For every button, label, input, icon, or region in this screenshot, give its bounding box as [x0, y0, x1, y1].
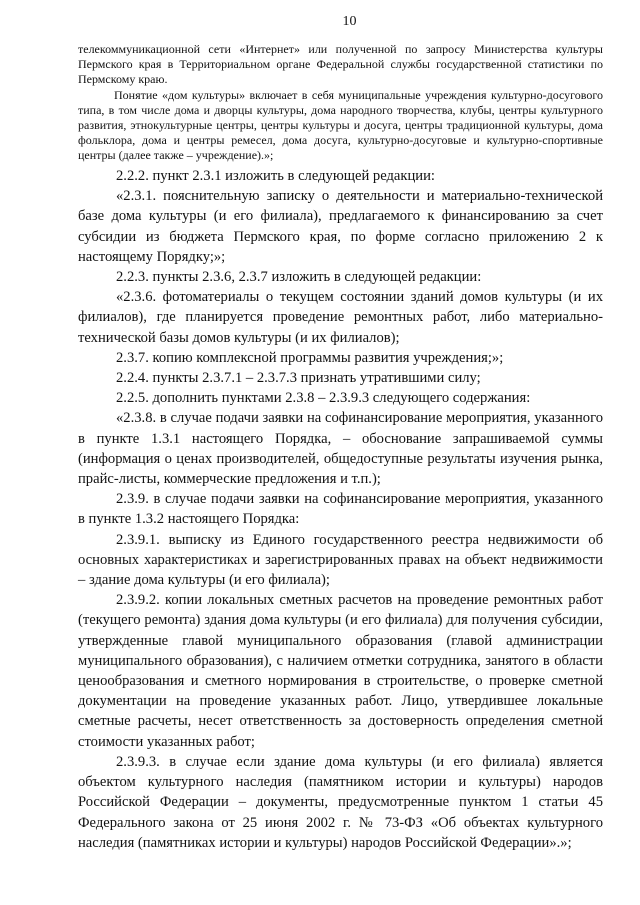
main-text-block [78, 166, 603, 853]
paragraph: 2.3.9.1. выписку из Единого государственного реестра недвижимости об основных характеристиках и зарегистрированных правах на объект недвижимости – здание дома культуры (и его филиала); [78, 531, 603, 589]
paragraph-continuation: телекоммуникационной сети «Интернет» или полученной по запросу Министерства культуры Пермского края в Территориальном органе Федеральной службы государственной статистики по Пермскому краю. [78, 42, 603, 86]
paragraph: «2.3.6. фотоматериалы о текущем состоянии зданий домов культуры (и их филиалов), где планируется проведение ремонтных работ, либо материально-технической базы домов культуры (и их филиалов); [78, 289, 603, 346]
paragraph: 2.3.9.3. в случае если здание дома культуры (и его филиала) является объектом культурного наследия (памятником истории и культуры) народов Российской Федерации – документы, предусмотренные пунктом 1 статьи 45 Федерального закона от 25 июня 2002 г. № 73-ФЗ «Об объектах культурного наследия (памятниках истории и культуры) народов Российской Федерации».»; [78, 753, 603, 851]
paragraph: 2.3.9. в случае подачи заявки на софинансирование мероприятия, указанного в пункте 1.3.2 настоящего Порядка: [78, 491, 603, 528]
paragraph: 2.3.7. копию комплексной программы развития учреждения;»; [116, 349, 504, 366]
paragraph: «2.3.8. в случае подачи заявки на софинансирование мероприятия, указанного в пункте 1.3.1 настоящего Порядка, – обоснование запрашиваемой суммы (информация о ценах производителей, общедоступные результаты изучения рынка, прайс-листы, коммерческие предложения и т.п.); [78, 410, 603, 488]
paragraph: 2.3.9.2. копии локальных сметных расчетов на проведение ремонтных работ (текущего ремонта) здания дома культуры (и его филиала) для получения субсидии, утвержденные главой муниципального образования (главой администрации муниципального образования), с наличием отметки сотрудника, занятого в области ценообразования и сметного нормирования в строительстве, о проверке сметной документации на проведение указанных работ. Лицо, утвердившее локальные сметные расчеты, несет ответственность за достоверность определения сметной стоимости указанных работ; [78, 592, 603, 750]
paragraph: 2.2.4. пункты 2.3.7.1 – 2.3.7.3 признать утратившими силу; [116, 370, 481, 387]
paragraph: 2.2.3. пункты 2.3.6, 2.3.7 изложить в следующей редакции: [116, 269, 482, 286]
small-text-block [78, 42, 603, 163]
paragraph: 2.2.5. дополнить пунктами 2.3.8 – 2.3.9.3 следующего содержания: [116, 390, 531, 407]
page-number: 10 [342, 14, 357, 29]
paragraph-dom-kultury-definition: Понятие «дом культуры» включает в себя муниципальные учреждения культурно-досугового типа, в том числе дома и дворцы культуры, дома народного творчества, клубы, центры культурного развития, этнокультурные центры, центры культуры и досуга, центры традиционной культуры, дома фольклора, дома и центры ремесел, дома досуга, культурно-досуговые и культурно-спортивные центры (далее также – учреждение).»; [78, 88, 603, 162]
paragraph: 2.2.2. пункт 2.3.1 изложить в следующей редакции: [116, 168, 435, 184]
paragraph: «2.3.1. пояснительную записку о деятельности и материально-технической базе дома культуры (и его филиала), предлагаемого к финансированию за счет субсидии из бюджета Пермского края, по форме согласно приложению 2 к настоящему Порядку;»; [78, 188, 603, 265]
